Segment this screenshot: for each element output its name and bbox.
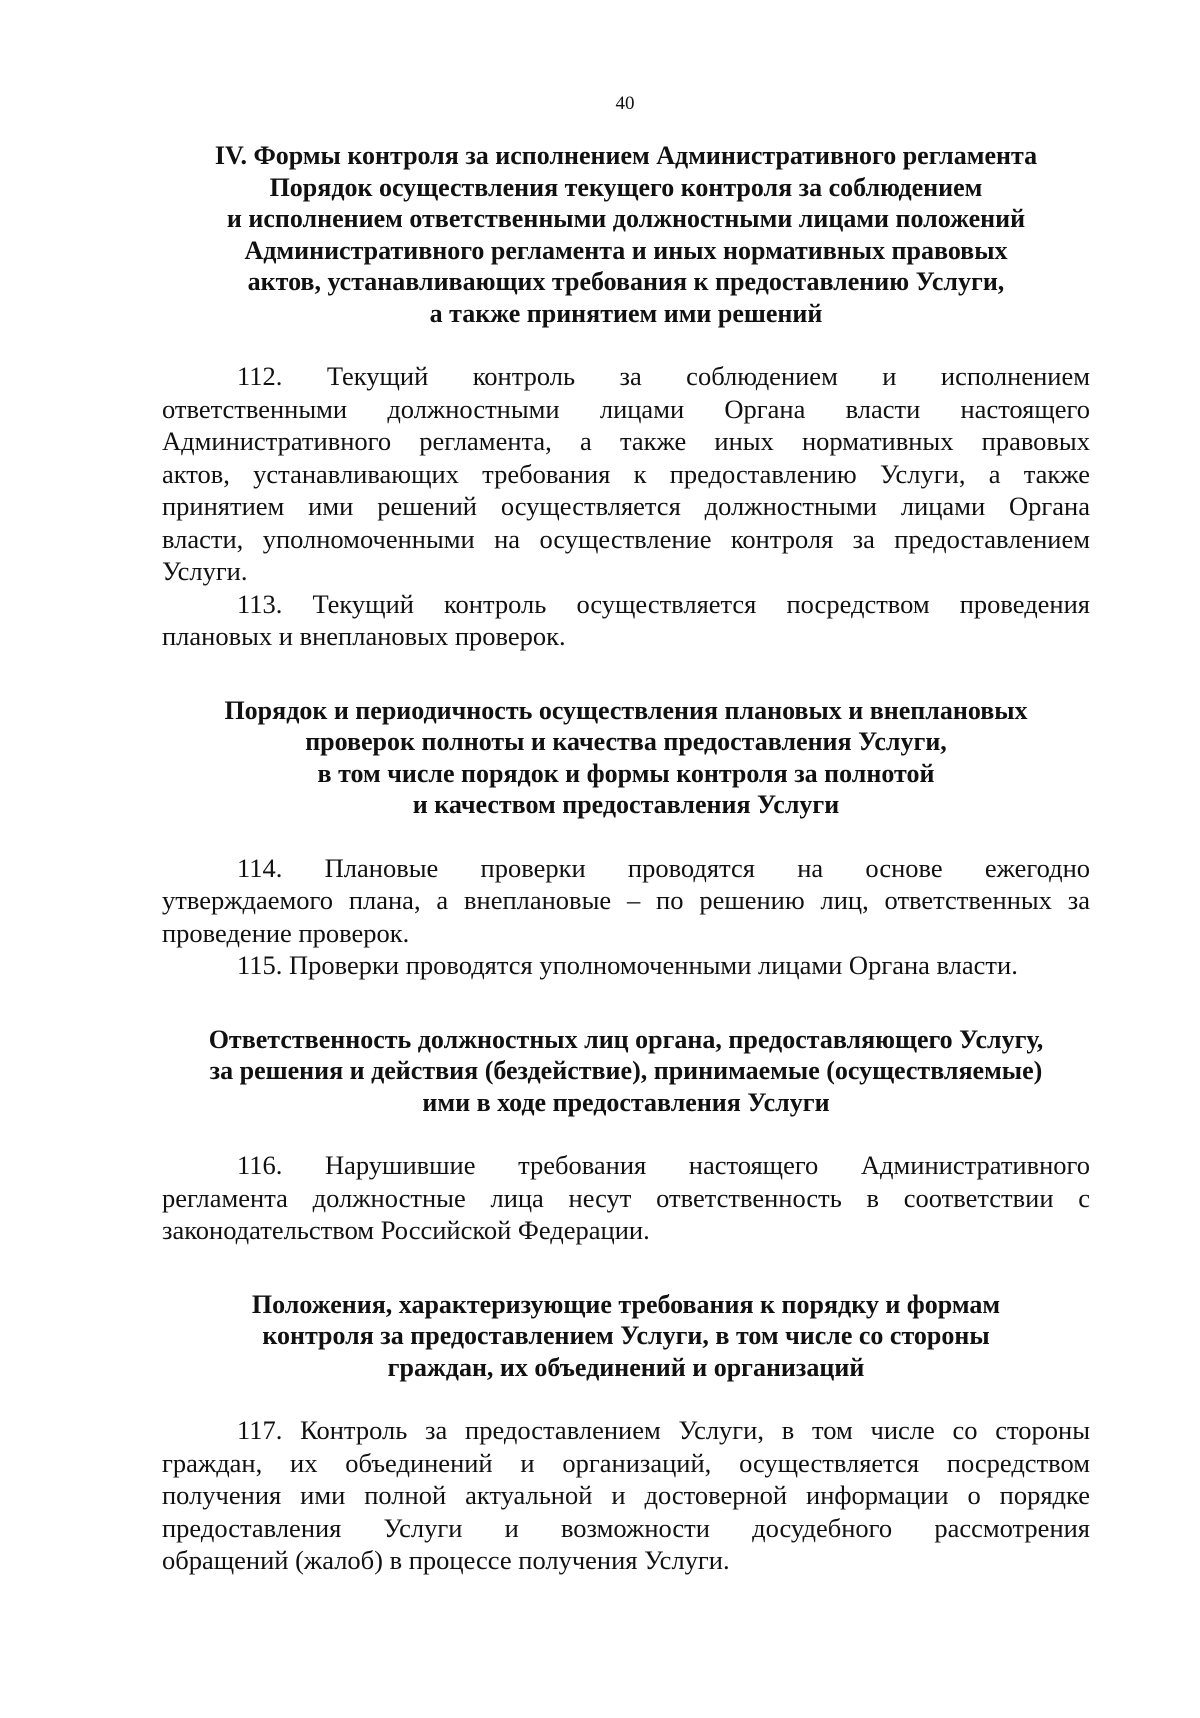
heading-line: ими в ходе предоставления Услуги bbox=[422, 1087, 830, 1117]
section-heading bbox=[162, 140, 1090, 329]
section-heading bbox=[162, 695, 1090, 821]
paragraph-line: ответственными должностными лицами Органа власти настоящего bbox=[162, 393, 1090, 424]
paragraph-line: получения ими полной актуальной и достоверной информации о порядке bbox=[162, 1480, 1090, 1510]
paragraph-line: 113. Текущий контроль осуществляется посредством проведения bbox=[237, 588, 1090, 619]
heading-line: проверок полноты и качества предоставления Услуги, bbox=[305, 727, 947, 756]
paragraph-line: 117. Контроль за предоставлением Услуги, в том числе со стороны bbox=[237, 1415, 1090, 1445]
heading-line: Ответственность должностных лиц органа, предоставляющего Услугу, bbox=[208, 1024, 1044, 1054]
paragraph-line: 112. Текущий контроль за соблюдением и исполнением bbox=[237, 361, 1090, 391]
heading-line: и исполнением ответственными должностными лицами положений bbox=[226, 204, 1026, 233]
paragraph-line: предоставления Услуги и возможности досудебного рассмотрения bbox=[162, 1512, 1090, 1543]
heading-line: граждан, их объединений и организаций bbox=[387, 1352, 865, 1382]
paragraph-line: принятием ими решений осуществляется должностными лицами Органа bbox=[162, 491, 1090, 521]
heading-line: Административного регламента и иных нормативных правовых bbox=[244, 235, 1008, 265]
paragraph-line: 114. Плановые проверки проводятся на основе ежегодно bbox=[237, 852, 1090, 883]
paragraph-line: власти, уполномоченными на осуществление контроля за предоставлением bbox=[162, 523, 1090, 554]
paragraph-113 bbox=[162, 588, 1090, 653]
paragraph-line: граждан, их объединений и организаций, осуществляется посредством bbox=[162, 1447, 1090, 1478]
heading-line: Положения, характеризующие требования к порядку и формам bbox=[251, 1289, 1001, 1319]
heading-line: Порядок и периодичность осуществления плановых и внеплановых bbox=[224, 695, 1028, 725]
paragraph-line: проведение проверок. bbox=[162, 917, 410, 948]
paragraph-116 bbox=[162, 1149, 1090, 1247]
page-number: 40 bbox=[615, 93, 635, 114]
paragraph-line: утверждаемого плана, а внеплановые – по решению лиц, ответственных за bbox=[162, 885, 1090, 915]
paragraph-line: 116. Нарушившие требования настоящего Административного bbox=[237, 1150, 1090, 1180]
paragraph-line: плановых и внеплановых проверок. bbox=[162, 621, 566, 651]
heading-line: Порядок осуществления текущего контроля за соблюдением bbox=[269, 172, 983, 202]
heading-line: в том числе порядок и формы контроля за полнотой bbox=[317, 758, 935, 788]
paragraph-115 bbox=[162, 949, 1090, 982]
heading-line: IV. Формы контроля за исполнением Административного регламента bbox=[214, 141, 1038, 170]
paragraph-112 bbox=[162, 360, 1090, 588]
heading-line: за решения и действия (бездействие), принимаемые (осуществляемые) bbox=[209, 1056, 1043, 1085]
paragraph-line: регламента должностные лица несут ответственность в соответствии с bbox=[162, 1182, 1090, 1213]
heading-line: актов, устанавливающих требования к предоставлению Услуги, bbox=[247, 267, 1005, 296]
paragraph-line: актов, устанавливающих требования к предоставлению Услуги, а также bbox=[162, 458, 1090, 489]
paragraph-line: законодательством Российской Федерации. bbox=[162, 1215, 650, 1245]
section-heading bbox=[162, 1289, 1090, 1384]
paragraph-114 bbox=[162, 852, 1090, 950]
paragraph-117 bbox=[162, 1414, 1090, 1577]
heading-line: контроля за предоставлением Услуги, в том числе со стороны bbox=[262, 1321, 990, 1350]
paragraph-line: 115. Проверки проводятся уполномоченными лицами Органа власти. bbox=[237, 950, 1018, 980]
paragraph-line: Административного регламента, а также иных нормативных правовых bbox=[162, 426, 1090, 456]
section-heading bbox=[162, 1024, 1090, 1119]
document-body bbox=[162, 140, 1090, 1577]
heading-line: и качеством предоставления Услуги bbox=[412, 790, 840, 819]
heading-line: а также принятием ими решений bbox=[429, 298, 823, 328]
paragraph-line: обращений (жалоб) в процессе получения Услуги. bbox=[162, 1545, 730, 1575]
paragraph-line: Услуги. bbox=[162, 556, 248, 586]
